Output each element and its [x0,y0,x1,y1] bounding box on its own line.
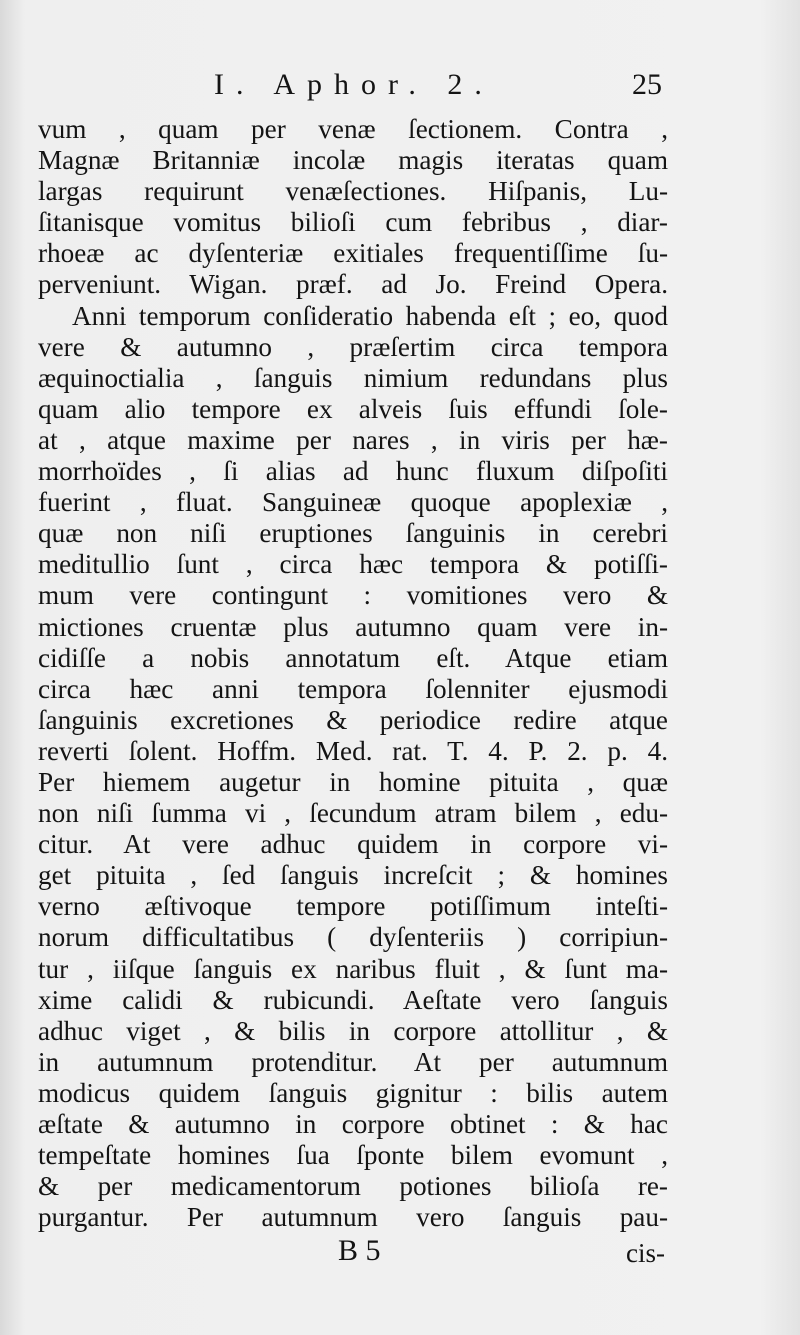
text-line: quæ non niſi eruptiones ſanguinis in cerebri [38,518,668,549]
text-line: æſtate & autumno in corpore obtinet : & hac [38,1109,668,1139]
body-text [38,114,668,1233]
text-line: vum , quam per venæ ſectionem. Contra , [38,114,668,144]
text-line: mum vere contingunt : vomitiones vero & [38,580,668,611]
text-line: Per hiemem augetur in homine pituita , quæ [38,766,668,797]
text-line: & per medicamentorum potiones bilioſa re- [38,1171,668,1202]
text-line: perveniunt. Wigan. præf. ad Jo. Freind Opera. [38,269,668,300]
text-line: circa hæc anni tempora ſolenniter ejusmodi [38,673,668,704]
text-line: meditullio ſunt , circa hæc tempora & potiſſi- [38,549,668,580]
text-line: morrhoïdes , ſi alias ad hunc fluxum diſpoſiti [38,456,668,487]
running-head [0,68,800,112]
text-line: at , atque maxime per nares , in viris per hæ- [38,424,668,455]
text-line: ſitanisque vomitus bilioſi cum febribus , diar- [38,207,668,238]
text-line: cidiſſe a nobis annotatum eſt. Atque etiam [38,642,668,673]
text-line: Anni temporum conſideratio habenda eſt ; eo, quod [72,300,668,331]
text-line: quam alio tempore ex alveis ſuis effundi ſole- [38,393,668,424]
text-line: rhoeæ ac dyſenteriæ exitiales frequentiſſime ſu- [38,238,668,269]
text-line: get pituita , ſed ſanguis increſcit ; & homines [38,860,668,891]
text-line: reverti ſolent. Hoffm. Med. rat. T. 4. P. 2. p. 4. [38,735,668,766]
page-footer [0,1234,800,1274]
running-head-title: I. Aphor. 2. [214,68,494,101]
signature-mark: B 5 [338,1234,381,1267]
text-line: adhuc viget , & bilis in corpore attollitur , & [38,1015,668,1046]
text-line: tempeſtate homines ſua ſponte bilem evomunt , [38,1140,668,1171]
text-line: norum difficultatibus ( dyſenteriis ) corripiun- [38,922,668,953]
text-line: xime calidi & rubicundi. Aeſtate vero ſanguis [38,984,668,1015]
page-number: 25 [632,68,662,101]
catchword: cis- [626,1238,665,1268]
text-line: Magnæ Britanniæ incolæ magis iteratas quam [38,145,668,176]
text-line: æquinoctialia , ſanguis nimium redundans plus [38,362,668,393]
text-line: modicus quidem ſanguis gignitur : bilis autem [38,1077,668,1108]
text-line: mictiones cruentæ plus autumno quam vere in- [38,611,668,642]
text-line: tur , iiſque ſanguis ex naribus fluit , & ſunt ma- [38,953,668,984]
text-line: vere & autumno , præſertim circa tempora [38,331,668,362]
text-line: in autumnum protenditur. At per autumnum [38,1046,668,1077]
text-line: citur. At vere adhuc quidem in corpore vi- [38,829,668,860]
text-line: ſanguinis excretiones & periodice redire atque [38,704,668,735]
text-line: fuerint , fluat. Sanguineæ quoque apoplexiæ , [38,487,668,518]
text-line: non niſi ſumma vi , ſecundum atram bilem , edu- [38,798,668,829]
text-line: purgantur. Per autumnum vero ſanguis pau- [38,1202,668,1233]
text-line: verno æſtivoque tempore potiſſimum inteſti- [38,891,668,922]
text-line: largas requirunt venæſectiones. Hiſpanis, Lu- [38,176,668,207]
